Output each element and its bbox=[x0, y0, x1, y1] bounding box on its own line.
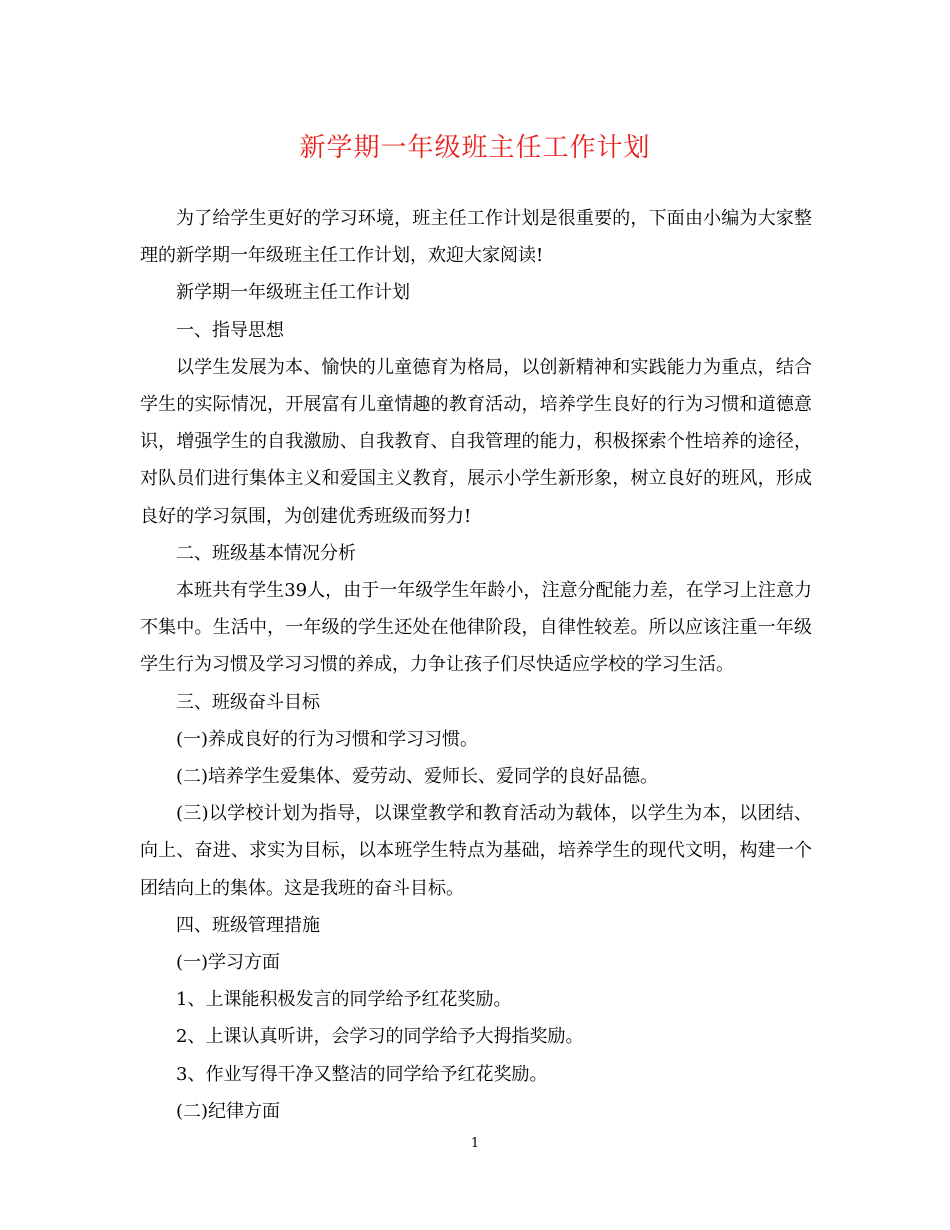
section-heading-class-goals: 三、班级奋斗目标 bbox=[176, 691, 320, 713]
subheading-study: (一)学习方面 bbox=[176, 952, 281, 974]
study-item-2: 2、上课认真听讲，会学习的同学给予大拇指奖励。 bbox=[176, 1026, 584, 1048]
document-title: 新学期一年级班主任工作计划 bbox=[299, 133, 651, 163]
page-number: 1 bbox=[470, 1136, 480, 1151]
section-heading-class-analysis: 二、班级基本情况分析 bbox=[176, 542, 356, 564]
document-body bbox=[140, 200, 812, 1130]
subtitle-paragraph: 新学期一年级班主任工作计划 bbox=[176, 282, 410, 304]
study-item-1: 1、上课能积极发言的同学给予红花奖励。 bbox=[176, 989, 512, 1011]
goal-item-1: (一)养成良好的行为习惯和学习习惯。 bbox=[176, 728, 479, 750]
intro-paragraph: 为了给学生更好的学习环境，班主任工作计划是很重要的，下面由小编为大家整理的新学期一年级班主任工作计划，欢迎大家阅读! bbox=[140, 208, 812, 267]
guiding-thought-paragraph: 以学生发展为本、愉快的儿童德育为格局，以创新精神和实践能力为重点，结合学生的实际情况，开展富有儿童情趣的教育活动，培养学生良好的行为习惯和道德意识，增强学生的自我激励、自我教育、自我管理的能力，积极探索个性培养的途径，对队员们进行集体主义和爱国主义教育，展示小学生新形象，树立良好的班风，形成良好的学习氛围，为创建优秀班级而努力! bbox=[140, 356, 812, 527]
goal-item-3: (三)以学校计划为指导，以课堂教学和教育活动为载体，以学生为本，以团结、向上、奋进、求实为目标，以本班学生特点为基础，培养学生的现代文明，构建一个团结向上的集体。这是我班的奋斗目标。 bbox=[140, 803, 812, 899]
goal-item-2: (二)培养学生爱集体、爱劳动、爱师长、爱同学的良好品德。 bbox=[176, 766, 659, 788]
class-analysis-paragraph: 本班共有学生39人，由于一年级学生年龄小，注意分配能力差，在学习上注意力不集中。生活中，一年级的学生还处在他律阶段，自律性较差。所以应该注重一年级学生行为习惯及学习习惯的养成，力争让孩子们尽快适应学校的学习生活。 bbox=[140, 580, 812, 676]
section-heading-management-measures: 四、班级管理措施 bbox=[176, 914, 320, 936]
subheading-discipline: (二)纪律方面 bbox=[176, 1100, 281, 1122]
section-heading-guiding-thought: 一、指导思想 bbox=[176, 319, 284, 341]
study-item-3: 3、作业写得干净又整洁的同学给予红花奖励。 bbox=[176, 1063, 548, 1085]
